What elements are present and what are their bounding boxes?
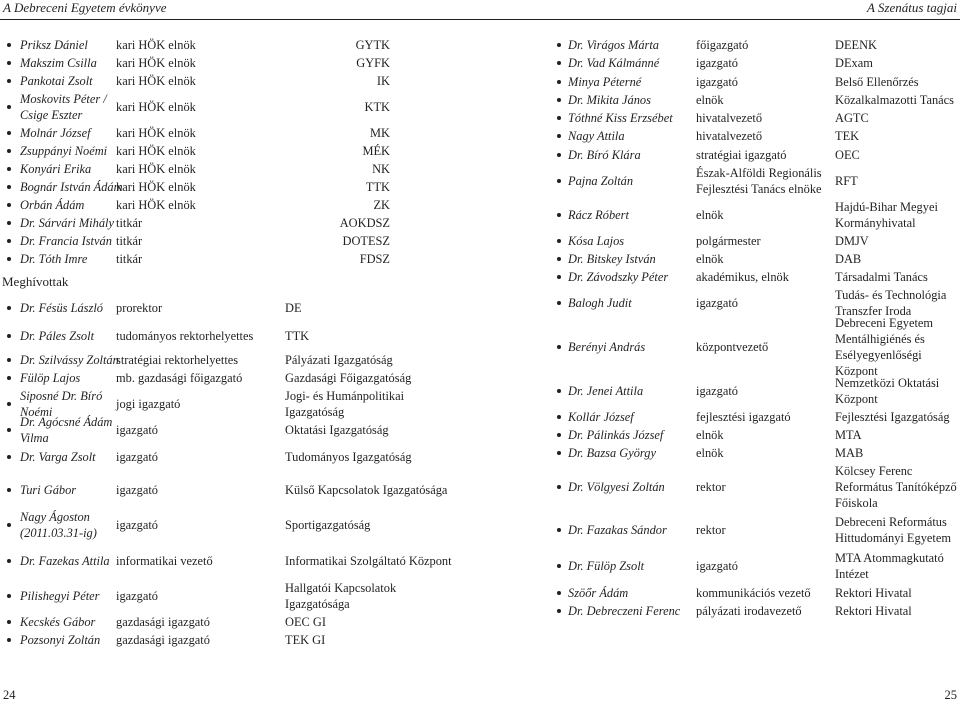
person-name: Turi Gábor bbox=[20, 482, 77, 497]
list-item bbox=[0, 232, 480, 250]
organization: Debreceni Egyetem Mentálhigiénés és Esélyegyenlőségi Központ bbox=[835, 316, 934, 378]
running-header-right: A Szenátus tagjai bbox=[866, 0, 957, 15]
person-role: főigazgató bbox=[696, 38, 749, 52]
person-role: stratégiai rektorhelyettes bbox=[116, 352, 239, 367]
person-role: rektor bbox=[696, 480, 726, 494]
organization: DOTESZ bbox=[342, 234, 390, 248]
list-item bbox=[0, 631, 480, 649]
person-role: kommunikációs vezető bbox=[696, 586, 811, 600]
person-role: igazgató bbox=[696, 559, 738, 573]
person-name: Dr. Mikita János bbox=[568, 93, 651, 107]
bullet-icon bbox=[557, 451, 561, 455]
person-role: informatikai vezető bbox=[116, 554, 213, 568]
bullet-icon bbox=[7, 239, 11, 243]
list-item bbox=[0, 214, 480, 232]
list-item bbox=[560, 164, 960, 198]
person-name: Pajna Zoltán bbox=[568, 174, 634, 188]
bullet-icon bbox=[7, 43, 11, 47]
organization: NK bbox=[372, 162, 390, 176]
header-rule bbox=[0, 19, 960, 20]
organization: Sportigazgatóság bbox=[285, 518, 371, 532]
bullet-icon bbox=[7, 131, 11, 135]
list-item bbox=[0, 124, 480, 142]
bullet-icon bbox=[7, 638, 11, 642]
person-role: kari HÖK elnök bbox=[116, 126, 196, 140]
list-item bbox=[560, 127, 960, 145]
list-item bbox=[560, 54, 960, 72]
organization: RFT bbox=[835, 174, 858, 188]
person-role: gazdasági igazgató bbox=[116, 615, 210, 629]
person-name: Szöőr Ádám bbox=[568, 586, 629, 600]
person-role: hivatalvezető bbox=[696, 129, 763, 143]
person-role: rektor bbox=[696, 523, 726, 537]
list-item bbox=[0, 415, 480, 445]
person-role: kari HÖK elnök bbox=[116, 180, 196, 194]
organization: OEC bbox=[835, 147, 860, 162]
list-item bbox=[0, 196, 480, 214]
bullet-icon bbox=[7, 221, 11, 225]
organization: Tudományos Igazgatóság bbox=[285, 449, 412, 464]
organization: Hajdú-Bihar Megyei Kormányhivatal bbox=[835, 200, 938, 230]
list-item bbox=[560, 36, 960, 54]
person-role: stratégiai igazgató bbox=[696, 147, 787, 162]
person-name: Orbán Ádám bbox=[20, 198, 85, 212]
person-role: elnök bbox=[696, 208, 724, 222]
organization: DEENK bbox=[835, 38, 877, 52]
person-role: kari HÖK elnök bbox=[116, 74, 196, 88]
list-item bbox=[0, 142, 480, 160]
list-item bbox=[0, 294, 480, 322]
organization: Gazdasági Főigazgatóság bbox=[285, 371, 412, 385]
person-name: Kollár József bbox=[568, 410, 634, 424]
bullet-icon bbox=[557, 301, 561, 305]
bullet-icon bbox=[7, 334, 11, 338]
person-name: Makszim Csilla bbox=[20, 56, 97, 70]
person-role: elnök bbox=[696, 446, 724, 460]
person-name: Dr. Agócsné Ádám Vilma bbox=[20, 415, 113, 445]
bullet-icon bbox=[557, 591, 561, 595]
bullet-icon bbox=[557, 134, 561, 138]
bullet-icon bbox=[557, 433, 561, 437]
bullet-icon bbox=[7, 358, 11, 362]
person-role: kari HÖK elnök bbox=[116, 100, 196, 114]
list-item bbox=[0, 369, 480, 387]
person-name: Dr. Völgyesi Zoltán bbox=[568, 480, 665, 494]
page-number-right: 25 bbox=[944, 688, 957, 702]
bullet-icon bbox=[557, 528, 561, 532]
person-name: Kecskés Gábor bbox=[20, 615, 96, 629]
bullet-icon bbox=[7, 523, 11, 527]
left-column bbox=[0, 36, 480, 649]
person-name: Dr. Debreczeni Ferenc bbox=[568, 604, 681, 618]
bullet-icon bbox=[557, 98, 561, 102]
list-item bbox=[0, 54, 480, 72]
bullet-icon bbox=[7, 306, 11, 310]
person-name: Dr. Virágos Márta bbox=[568, 38, 659, 52]
person-name: Berényi András bbox=[568, 340, 646, 354]
person-role: kari HÖK elnök bbox=[116, 56, 196, 70]
organization: OEC GI bbox=[285, 615, 326, 629]
list-item bbox=[0, 613, 480, 631]
person-name: Dr. Fazekas Attila bbox=[20, 554, 110, 568]
list-item bbox=[560, 408, 960, 426]
organization: Pályázati Igazgatóság bbox=[285, 352, 393, 367]
organization: Fejlesztési Igazgatóság bbox=[835, 410, 950, 424]
running-header-left: A Debreceni Egyetem évkönyve bbox=[3, 0, 167, 15]
list-item bbox=[560, 91, 960, 109]
person-role: igazgató bbox=[696, 56, 738, 70]
list-item bbox=[560, 444, 960, 462]
organization: MK bbox=[370, 126, 390, 140]
person-role: elnök bbox=[696, 252, 724, 266]
person-role: kari HÖK elnök bbox=[116, 144, 196, 158]
person-name: Dr. Francia István bbox=[20, 234, 112, 248]
bullet-icon bbox=[7, 105, 11, 109]
list-item bbox=[560, 316, 960, 378]
organization: Informatikai Szolgáltató Központ bbox=[285, 554, 452, 568]
person-role: jogi igazgató bbox=[116, 396, 181, 411]
bullet-icon bbox=[557, 116, 561, 120]
person-name: Dr. Varga Zsolt bbox=[20, 449, 96, 464]
organization: Hallgatói Kapcsolatok Igazgatósága bbox=[285, 580, 397, 611]
organization: MTA bbox=[835, 428, 862, 442]
list-item bbox=[0, 160, 480, 178]
person-name: Kósa Lajos bbox=[568, 234, 625, 248]
list-item bbox=[560, 268, 960, 286]
person-role: igazgató bbox=[116, 423, 158, 437]
bullet-icon bbox=[557, 257, 561, 261]
organization: TEK bbox=[835, 129, 860, 143]
organization: Jogi- és Humánpolitikai Igazgatóság bbox=[285, 388, 405, 419]
invited-list bbox=[0, 294, 480, 649]
person-role: igazgató bbox=[116, 482, 158, 497]
person-name: Balogh Judit bbox=[568, 296, 632, 310]
person-name: Dr. Bazsa György bbox=[568, 446, 656, 460]
bullet-icon bbox=[7, 257, 11, 261]
person-role: gazdasági igazgató bbox=[116, 633, 210, 647]
organization: Belső Ellenőrzés bbox=[835, 74, 919, 89]
person-name: Bognár István Ádám bbox=[20, 180, 123, 194]
organization: KTK bbox=[364, 100, 390, 114]
organization: Kölcsey Ferenc Református Tanítóképző Főiskola bbox=[835, 464, 957, 510]
bullet-icon bbox=[557, 61, 561, 65]
person-name: Moskovits Péter / Csige Eszter bbox=[20, 92, 107, 122]
bullet-icon bbox=[7, 488, 11, 492]
list-item bbox=[560, 232, 960, 250]
organization: MTA Atommagkutató Intézet bbox=[835, 551, 944, 581]
person-name: Dr. Fazakas Sándor bbox=[568, 523, 667, 537]
organization: MÉK bbox=[362, 144, 390, 158]
person-role: kari HÖK elnök bbox=[116, 38, 196, 52]
list-item bbox=[560, 584, 960, 602]
organization: AGTC bbox=[835, 111, 869, 125]
bullet-icon bbox=[7, 376, 11, 380]
organization: Rektori Hivatal bbox=[835, 604, 912, 618]
list-item bbox=[560, 250, 960, 268]
organization: AOKDSZ bbox=[339, 216, 390, 230]
senate-members-list bbox=[0, 36, 480, 268]
person-role: fejlesztési igazgató bbox=[696, 410, 791, 424]
list-item bbox=[0, 178, 480, 196]
organization: Tudás- és Technológia Transzfer Iroda bbox=[835, 288, 947, 318]
organization: DAB bbox=[835, 252, 862, 266]
invited-list-continued bbox=[560, 36, 960, 620]
bullet-icon bbox=[7, 167, 11, 171]
person-role: tudományos rektorhelyettes bbox=[116, 329, 254, 343]
list-item bbox=[0, 440, 480, 473]
bullet-icon bbox=[557, 389, 561, 393]
organization: Oktatási Igazgatóság bbox=[285, 423, 389, 437]
bullet-icon bbox=[7, 185, 11, 189]
bullet-icon bbox=[557, 415, 561, 419]
organization: Rektori Hivatal bbox=[835, 586, 912, 600]
list-item bbox=[560, 602, 960, 620]
section-title: Meghívottak bbox=[2, 274, 69, 289]
organization: TEK GI bbox=[285, 633, 326, 647]
list-item bbox=[0, 36, 480, 54]
person-role: polgármester bbox=[696, 234, 761, 248]
person-role: titkár bbox=[116, 252, 143, 266]
person-role: akadémikus, elnök bbox=[696, 270, 789, 284]
person-role: prorektor bbox=[116, 301, 163, 315]
organization: ZK bbox=[373, 198, 390, 212]
bullet-icon bbox=[557, 345, 561, 349]
bullet-icon bbox=[557, 43, 561, 47]
person-name: Dr. Fülöp Zsolt bbox=[568, 559, 645, 573]
list-item bbox=[0, 250, 480, 268]
person-role: igazgató bbox=[116, 518, 158, 532]
organization: FDSZ bbox=[359, 252, 390, 266]
person-name: Pankotai Zsolt bbox=[20, 74, 93, 88]
list-item bbox=[560, 426, 960, 444]
person-name: Rácz Róbert bbox=[568, 208, 629, 222]
person-name: Pilishegyi Péter bbox=[20, 588, 100, 603]
bullet-icon bbox=[557, 153, 561, 157]
person-role: pályázati irodavezető bbox=[696, 604, 802, 618]
person-name: Zsuppányi Noémi bbox=[20, 144, 108, 158]
list-item bbox=[560, 374, 960, 408]
organization: GYFK bbox=[356, 56, 390, 70]
person-role: kari HÖK elnök bbox=[116, 162, 196, 176]
person-name: Dr. Páles Zsolt bbox=[20, 329, 95, 343]
person-name: Dr. Szilvássy Zoltán bbox=[20, 352, 119, 367]
bullet-icon bbox=[557, 609, 561, 613]
organization: Társadalmi Tanács bbox=[835, 270, 928, 284]
organization: IK bbox=[376, 74, 390, 88]
bullet-icon bbox=[7, 594, 11, 598]
person-name: Priksz Dániel bbox=[20, 38, 88, 52]
person-role: titkár bbox=[116, 216, 143, 230]
person-name: Dr. Sárvári Mihály bbox=[20, 216, 114, 230]
person-name: Minya Péterné bbox=[568, 74, 642, 89]
person-role: igazgató bbox=[696, 384, 738, 398]
person-role: igazgató bbox=[116, 588, 158, 603]
list-item bbox=[0, 90, 480, 124]
list-item bbox=[560, 72, 960, 91]
person-role: igazgató bbox=[116, 449, 158, 464]
page-number-left: 24 bbox=[3, 688, 16, 702]
person-name: Dr. Vad Kálmánné bbox=[568, 56, 660, 70]
list-item bbox=[560, 109, 960, 127]
bullet-icon bbox=[7, 559, 11, 563]
person-role: elnök bbox=[696, 428, 724, 442]
bullet-icon bbox=[557, 239, 561, 243]
person-role: mb. gazdasági főigazgató bbox=[116, 371, 243, 385]
list-item bbox=[560, 462, 960, 512]
person-name: Siposné Dr. Bíró Noémi bbox=[20, 388, 103, 419]
organization: Debreceni Református Hittudományi Egyetem bbox=[835, 515, 951, 545]
list-item bbox=[0, 322, 480, 350]
organization: MAB bbox=[835, 446, 864, 460]
bullet-icon bbox=[7, 428, 11, 432]
organization: DMJV bbox=[835, 234, 869, 248]
organization: Nemzetközi Oktatási Központ bbox=[835, 376, 940, 406]
organization: TTK bbox=[365, 180, 390, 194]
person-role: titkár bbox=[116, 234, 143, 248]
person-name: Molnár József bbox=[20, 126, 91, 140]
organization: Közalkalmazotti Tanács bbox=[835, 93, 954, 107]
list-item bbox=[0, 473, 480, 506]
person-role: hivatalvezető bbox=[696, 111, 763, 125]
person-role: igazgató bbox=[696, 296, 738, 310]
list-item bbox=[0, 350, 480, 369]
list-item bbox=[0, 544, 480, 578]
bullet-icon bbox=[557, 179, 561, 183]
organization: TTK bbox=[285, 329, 310, 343]
list-item bbox=[0, 506, 480, 544]
bullet-icon bbox=[557, 80, 561, 84]
person-role: központvezető bbox=[696, 340, 769, 354]
person-name: Dr. Bitskey István bbox=[568, 252, 656, 266]
person-name: Dr. Jenei Attila bbox=[568, 384, 644, 398]
bullet-icon bbox=[7, 79, 11, 83]
organization: DExam bbox=[835, 56, 873, 70]
bullet-icon bbox=[7, 203, 11, 207]
person-name: Dr. Tóth Imre bbox=[20, 252, 88, 266]
organization: Külső Kapcsolatok Igazgatósága bbox=[285, 482, 448, 497]
list-item bbox=[560, 512, 960, 548]
person-name: Tóthné Kiss Erzsébet bbox=[568, 111, 673, 125]
list-item bbox=[560, 198, 960, 232]
invited-section bbox=[0, 268, 480, 294]
person-name: Fülöp Lajos bbox=[20, 371, 81, 385]
person-name: Dr. Závodszky Péter bbox=[568, 270, 669, 284]
bullet-icon bbox=[557, 564, 561, 568]
right-column bbox=[560, 36, 960, 620]
bullet-icon bbox=[7, 402, 11, 406]
person-role: kari HÖK elnök bbox=[116, 198, 196, 212]
list-item bbox=[0, 72, 480, 90]
bullet-icon bbox=[7, 149, 11, 153]
list-item bbox=[560, 548, 960, 584]
list-item bbox=[0, 578, 480, 613]
bullet-icon bbox=[7, 620, 11, 624]
organization: DE bbox=[285, 301, 302, 315]
list-item bbox=[560, 145, 960, 164]
bullet-icon bbox=[7, 61, 11, 65]
person-name: Konyári Erika bbox=[20, 162, 92, 176]
bullet-icon bbox=[557, 485, 561, 489]
bullet-icon bbox=[7, 455, 11, 459]
person-name: Nagy Ágoston (2011.03.31-ig) bbox=[20, 510, 97, 540]
bullet-icon bbox=[557, 213, 561, 217]
person-name: Dr. Pálinkás József bbox=[568, 428, 664, 442]
person-role: igazgató bbox=[696, 74, 738, 89]
person-name: Dr. Bíró Klára bbox=[568, 147, 641, 162]
organization: GYTK bbox=[355, 38, 390, 52]
person-role: elnök bbox=[696, 93, 724, 107]
person-name: Nagy Attila bbox=[568, 129, 625, 143]
person-name: Dr. Fésüs László bbox=[20, 301, 103, 315]
bullet-icon bbox=[557, 275, 561, 279]
person-role: Észak-Alföldi Regionális Fejlesztési Tanács elnöke bbox=[696, 166, 822, 196]
person-name: Pozsonyi Zoltán bbox=[20, 633, 101, 647]
